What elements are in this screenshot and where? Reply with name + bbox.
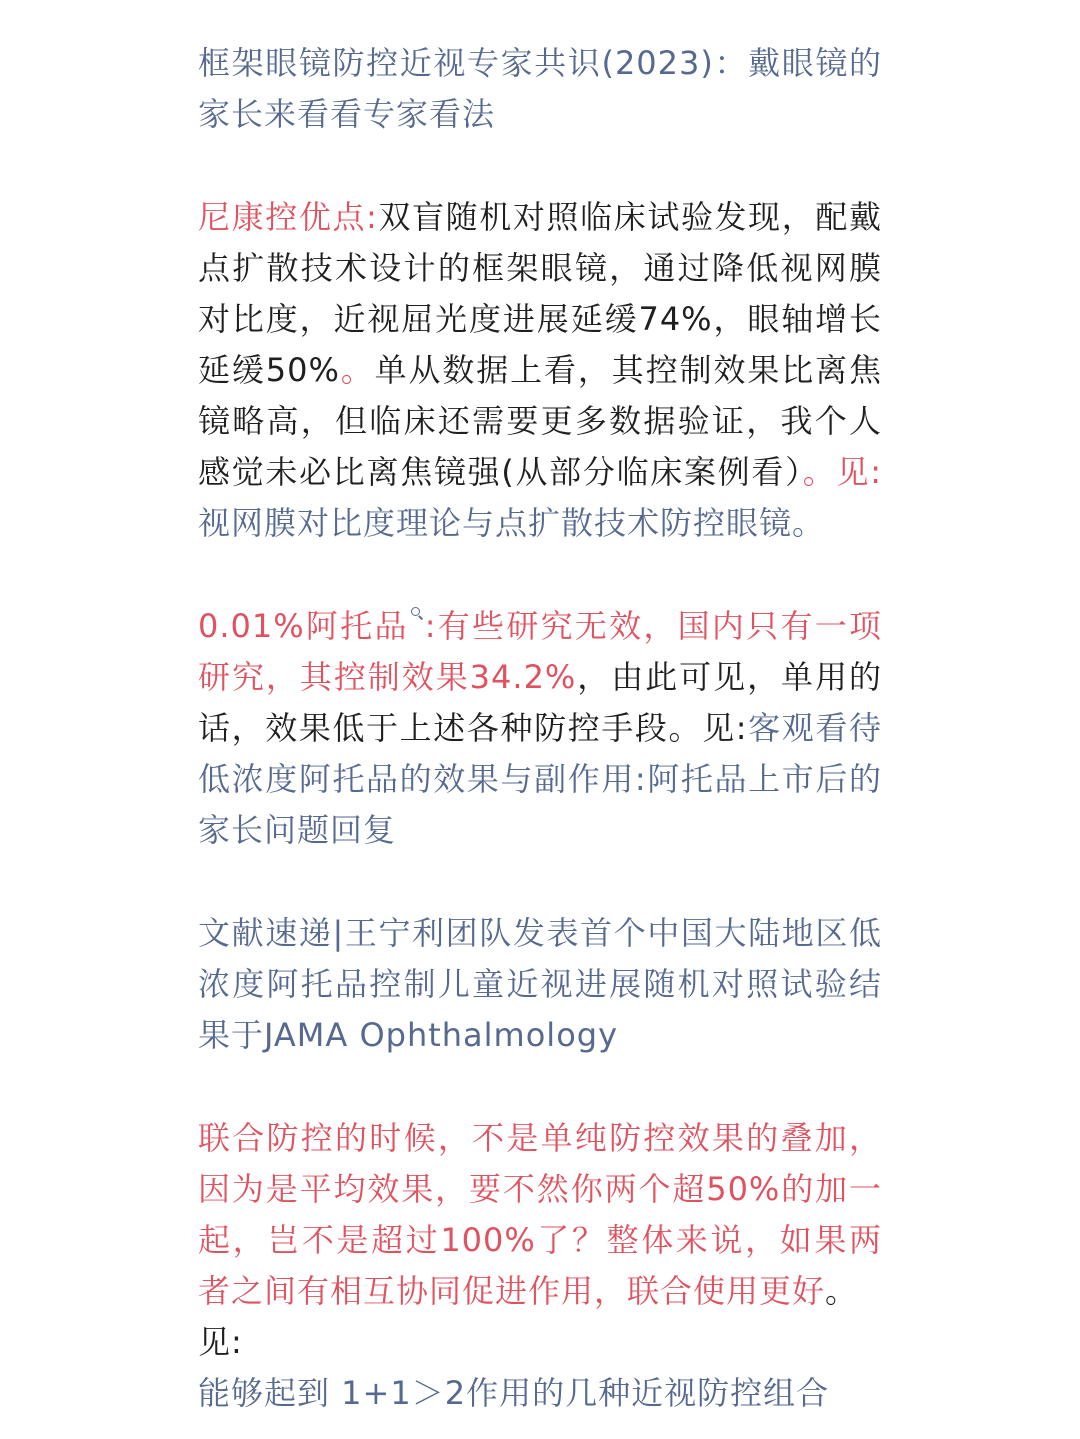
nikon-period: 。: [339, 351, 375, 389]
combined-highlight: 联合防控的时候，不是单纯防控效果的叠加，因为是平均效果，要不然你两个超50%的加一起，岂不是超过100%了？整体来说，如果两者之间有相互协同促进作用，联合使用更好: [198, 1119, 882, 1310]
nikon-body: 双盲随机对照临床试验发现，配戴点扩散技术设计的框架眼镜，通过降低视网膜对比度，近视屈光度进展延缓74%，眼轴增长延缓50%: [198, 198, 882, 389]
literature-link[interactable]: 文献速递|王宁利团队发表首个中国大陆地区低浓度阿托品控制儿童近视进展随机对照试验结果于JAMA Ophthalmology: [198, 914, 882, 1054]
nikon-label: 尼康控优点:: [198, 198, 378, 236]
retina-contrast-link[interactable]: 视网膜对比度理论与点扩散技术防控眼镜。: [198, 504, 826, 542]
atropine-body: ，由此可见，单用的话，效果低于上述各种防控手段。见:: [198, 658, 882, 747]
expert-consensus-link[interactable]: 框架眼镜防控近视专家共识(2023)：戴眼镜的家长来看看专家看法: [198, 44, 882, 133]
atropine-highlight: :有些研究无效，国内只有一项研究，其控制效果34.2%: [198, 607, 882, 696]
nikon-see-prefix: 。见:: [802, 453, 882, 491]
paragraph-expert-consensus: [198, 38, 882, 140]
paragraph-atropine: [198, 601, 882, 856]
atropine-name[interactable]: 0.01%阿托品: [198, 607, 409, 645]
paragraph-nikon: [198, 192, 882, 549]
combination-link[interactable]: 能够起到 1+1＞2作用的几种近视防控组合: [198, 1374, 830, 1412]
combined-see-label: 见:: [198, 1323, 243, 1361]
search-icon[interactable]: [411, 607, 423, 621]
nikon-body-2: 单从数据上看，其控制效果比离焦镜略高，但临床还需要更多数据验证，我个人感觉未必比离焦镜强(从部分临床案例看）: [198, 351, 882, 491]
article-body: [198, 38, 882, 1419]
atropine-effects-link[interactable]: 客观看待低浓度阿托品的效果与副作用:阿托品上市后的家长问题回复: [198, 709, 882, 849]
paragraph-literature: [198, 908, 882, 1061]
combined-period: 。: [825, 1272, 859, 1310]
paragraph-combined: [198, 1113, 882, 1419]
